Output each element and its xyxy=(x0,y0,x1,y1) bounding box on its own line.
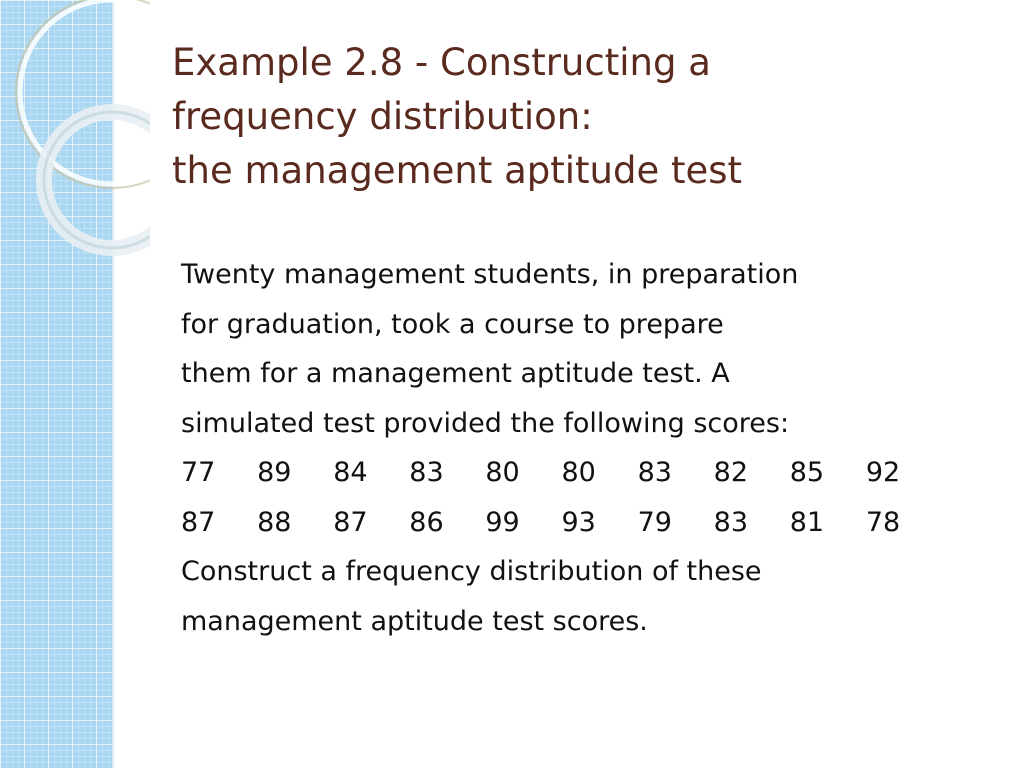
score-value: 87 xyxy=(333,506,368,538)
score-value: 86 xyxy=(409,506,444,538)
scores-row-1 xyxy=(181,448,1001,498)
score-value: 81 xyxy=(789,506,825,538)
score-value: 77 xyxy=(181,457,216,488)
score-value: 79 xyxy=(637,506,672,538)
intro-line-4: simulated test provided the following scores: xyxy=(181,407,790,439)
intro-line-1: Twenty management students, in preparation xyxy=(181,259,799,290)
title-line-2: frequency distribution: xyxy=(172,95,593,138)
intro-line-3: them for a management aptitude test. A xyxy=(181,358,730,389)
closing-line-2: management aptitude test scores. xyxy=(181,605,648,637)
score-value: 88 xyxy=(257,506,292,538)
slide-title xyxy=(172,36,992,198)
score-value: 83 xyxy=(713,506,749,538)
score-value: 83 xyxy=(637,457,672,488)
score-value: 92 xyxy=(865,457,901,488)
score-value: 80 xyxy=(561,457,596,488)
score-value: 93 xyxy=(561,506,596,538)
score-value: 85 xyxy=(789,457,825,488)
decorative-rings xyxy=(0,0,150,260)
slide-body xyxy=(181,250,1001,646)
closing-line-1: Construct a frequency distribution of these xyxy=(181,556,762,587)
score-value: 83 xyxy=(409,457,444,488)
scores-row-2 xyxy=(181,498,1001,548)
score-value: 82 xyxy=(713,457,749,488)
title-line-3: the management aptitude test xyxy=(172,149,743,192)
score-value: 89 xyxy=(257,457,292,488)
score-value: 99 xyxy=(485,506,520,538)
score-value: 80 xyxy=(485,457,520,488)
score-value: 84 xyxy=(333,457,368,488)
intro-line-2: for graduation, took a course to prepare xyxy=(181,308,724,340)
title-line-1: Example 2.8 - Constructing a xyxy=(172,41,711,84)
score-value: 87 xyxy=(181,506,216,538)
score-value: 78 xyxy=(865,506,901,538)
